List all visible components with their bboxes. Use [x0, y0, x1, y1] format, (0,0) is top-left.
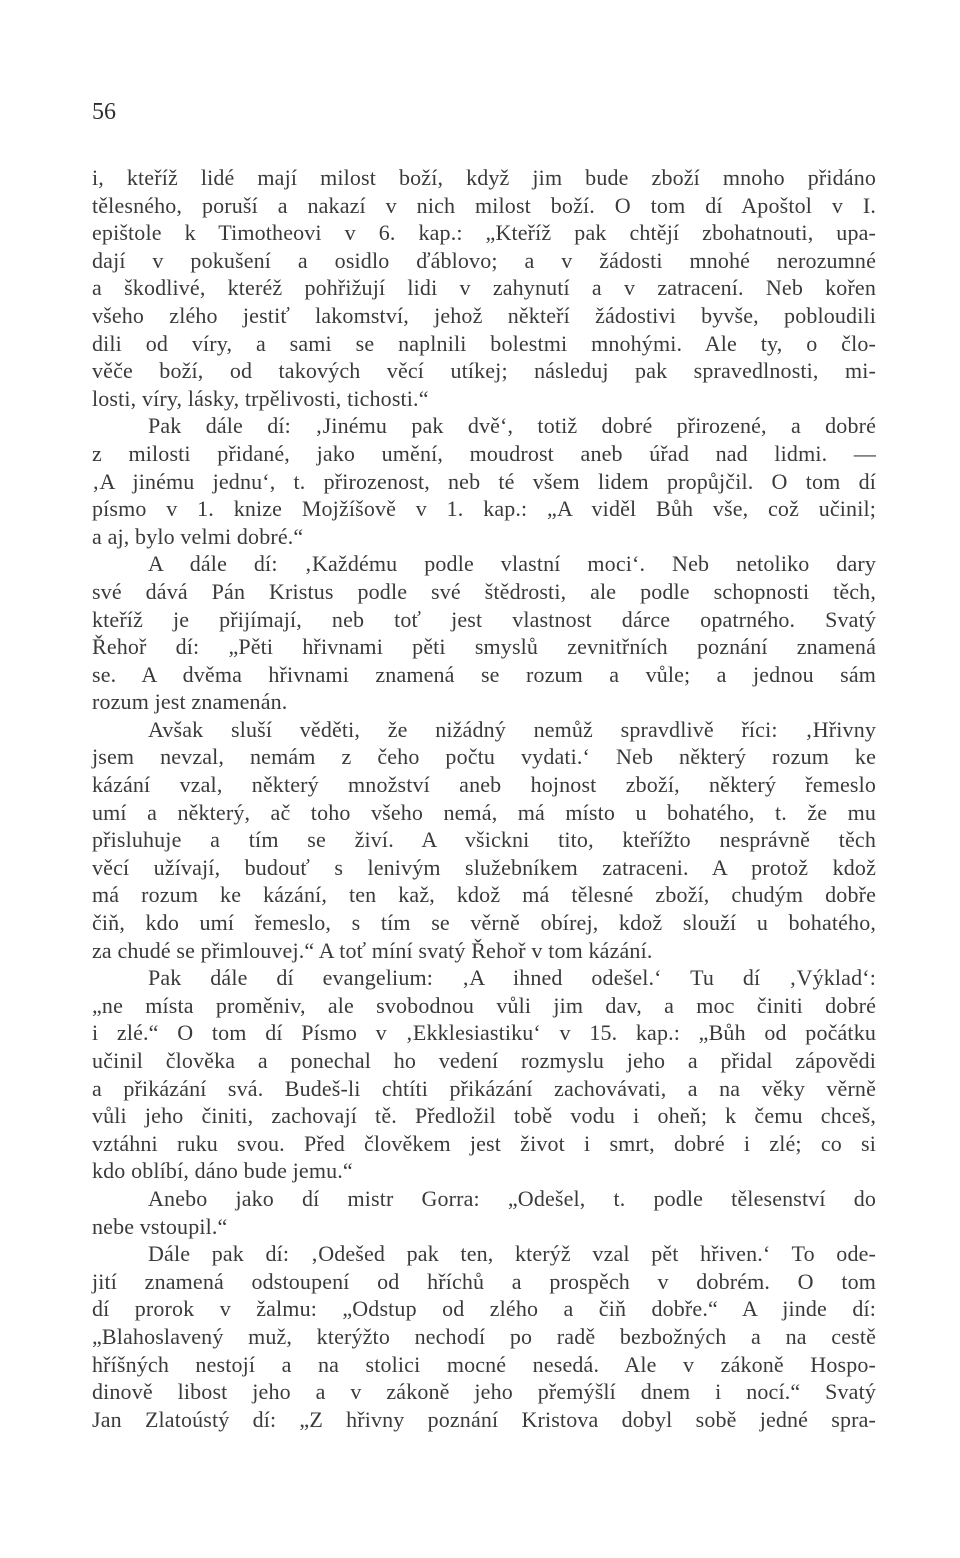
- text-line: vztáhni ruku svou. Před člověkem jest život i smrt, dobré i zlé; co si: [92, 1130, 876, 1156]
- text-line: Anebo jako dí mistr Gorra: „Odešel, t. podle tělesenství do: [148, 1185, 876, 1211]
- text-line: A dále dí: ‚Každému podle vlastní moci‘. Neb netoliko dary: [148, 551, 876, 577]
- text-line: jsem nevzal, nemám z čeho počtu vydati.‘ Neb některý rozum ke: [92, 744, 876, 770]
- text-line: Řehoř dí: „Pěti hřivnami pěti smyslů zevnitřních poznání znamená: [92, 634, 876, 660]
- text-line: hříšných nestojí a na stolici mocné nesedá. Ale v zákoně Hospo-: [92, 1351, 876, 1377]
- text-line: Dále pak dí: ‚Odešed pak ten, kterýž vzal pět hřiven.‘ To ode-: [148, 1241, 876, 1267]
- text-line: tělesného, poruší a nakazí v nich milost boží. O tom dí Apoštol v I.: [92, 192, 876, 218]
- text-line: Pak dále dí evangelium: ‚A ihned odešel.‘ Tu dí ‚Výklad‘:: [148, 965, 876, 991]
- text-line: přisluhuje a tím se živí. A všickni tito, kteřížto nesprávně těch: [92, 827, 876, 853]
- text-line: z milosti přidané, jako umění, moudrost aneb úřad nad lidmi. —: [92, 440, 876, 466]
- text-line: kázání vzal, některý množství aneb hojnost zboží, některý řemeslo: [92, 772, 876, 798]
- text-line: umí a některý, ač toho všeho nemá, má místo u bohatého, t. že mu: [92, 799, 876, 825]
- text-line: rozum jest znamenán.: [92, 689, 288, 715]
- text-line: „ne místa proměniv, ale svobodnou vůli jim dav, a moc činiti dobré: [92, 992, 876, 1018]
- text-line: jití znamená odstoupení od hříchů a prospěch v dobrém. O tom: [92, 1268, 876, 1294]
- text-line: má rozum ke kázání, ten kaž, kdož má tělesné zboží, chudým dobře: [92, 882, 876, 908]
- text-line: kteříž je přijímají, neb toť jest vlastnost dárce opatrného. Svatý: [92, 606, 876, 632]
- text-line: se. A dvěma hřivnami znamená se rozum a vůle; a jednou sám: [92, 661, 876, 687]
- text-line: a přikázání svá. Budeš-li chtíti přikázání zachovávati, a na věky věrně: [92, 1075, 876, 1101]
- text-line: čiň, kdo umí řemeslo, s tím se věrně obírej, kdož slouží u bohatého,: [92, 910, 876, 936]
- text-line: vůli jeho činiti, zachovají tě. Předložil tobě vodu i oheň; k čemu chceš,: [92, 1103, 876, 1129]
- text-line: ‚A jinému jednu‘, t. přirozenost, neb té všem lidem propůjčil. O tom dí: [92, 468, 876, 494]
- text-line: Pak dále dí: ‚Jinému pak dvě‘, totiž dobré přirozené, a dobré: [148, 413, 876, 439]
- text-line: epištole k Timotheovi v 6. kap.: „Kteříž pak chtějí zbohatnouti, upa-: [92, 220, 876, 246]
- text-line: věče boží, od takových věcí utíkej; následuj pak spravedlnosti, mi-: [92, 358, 876, 384]
- text-line: kdo oblíbí, dáno bude jemu.“: [92, 1158, 353, 1184]
- text-line: dili od víry, a sami se naplnili bolestmi mnohými. Ale ty, o člo-: [92, 330, 876, 356]
- text-line: učinil člověka a ponechal ho vedení rozmyslu jeho a přidal zápovědi: [92, 1048, 876, 1073]
- text-line: Jan Zlatoústý dí: „Z hřivny poznání Kristova dobyl sobě jedné spra-: [92, 1406, 876, 1432]
- page-number: 56: [92, 99, 116, 125]
- body-text: [92, 164, 876, 1433]
- text-line: dají v pokušení a osidlo ďáblovo; a v žádosti mnohé nerozumné: [92, 247, 876, 273]
- text-line: a škodlivé, kteréž pohřižují lidi v zahynutí a v zatracení. Neb kořen: [92, 275, 876, 301]
- text-line: věcí užívají, budouť s lenivým služebníkem zatraceni. A protož kdož: [92, 854, 876, 880]
- text-line: „Blahoslavený muž, kterýžto nechodí po radě bezbožných a na cestě: [92, 1323, 876, 1349]
- text-line: Avšak sluší věděti, že nižádný nemůž spravdlivě říci: ‚Hřivny: [148, 716, 876, 742]
- text-line: nebe vstoupil.“: [92, 1213, 228, 1239]
- text-line: a aj, bylo velmi dobré.“: [92, 523, 304, 549]
- text-line: za chudé se přimlouvej.“ A toť míní svatý Řehoř v tom kázání.: [92, 937, 653, 963]
- text-line: dí prorok v žalmu: „Odstup od zlého a čiň dobře.“ A jinde dí:: [92, 1296, 876, 1322]
- text-line: dinově libost jeho a v zákoně jeho přemýšlí dnem i nocí.“ Svatý: [92, 1379, 876, 1405]
- text-line: i, kteříž lidé mají milost boží, když jim bude zboží mnoho přidáno: [92, 165, 876, 190]
- text-line: i zlé.“ O tom dí Písmo v ‚Ekklesiastiku‘ v 15. kap.: „Bůh od počátku: [92, 1020, 876, 1046]
- text-line: písmo v 1. knize Mojžíšově v 1. kap.: „A viděl Bůh vše, což učinil;: [92, 496, 876, 522]
- text-line: všeho zlého jestiť lakomství, jehož někteří žádostivi byvše, pobloudili: [92, 302, 876, 328]
- text-line: losti, víry, lásky, trpělivosti, tichosti.“: [92, 385, 429, 411]
- text-line: své dává Pán Kristus podle své štědrosti, ale podle schopnosti těch,: [92, 578, 876, 604]
